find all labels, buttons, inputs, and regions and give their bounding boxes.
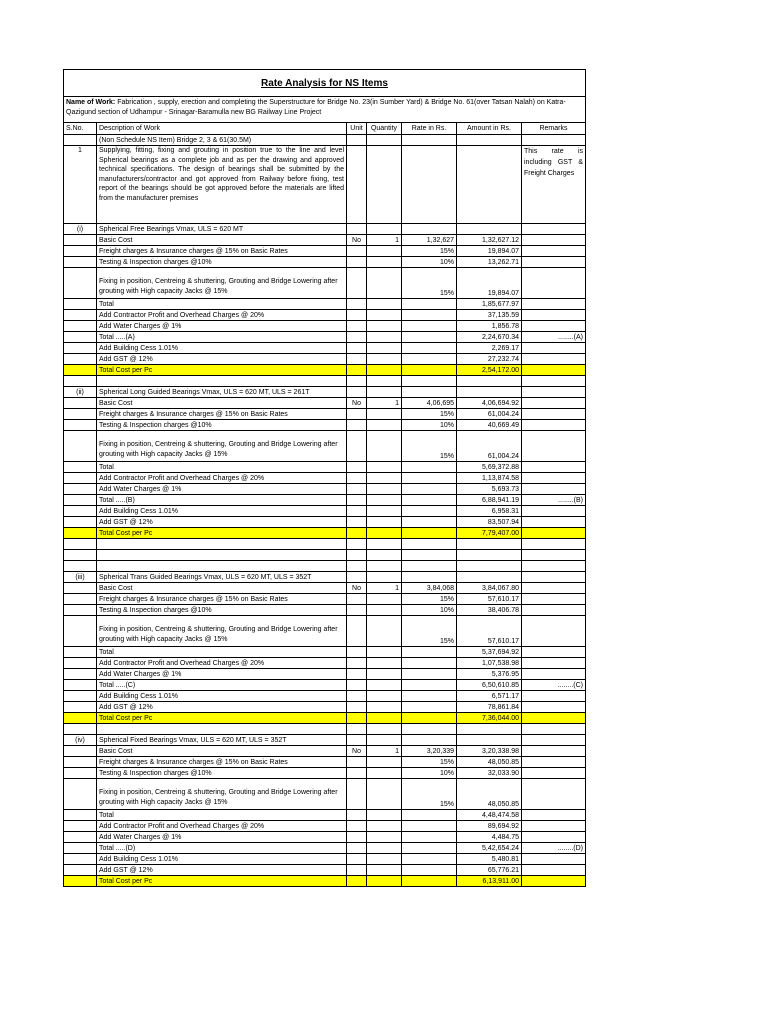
- gst-row: [64, 702, 586, 713]
- total-label: Total: [97, 810, 347, 821]
- fixing-row: [64, 779, 586, 810]
- testing-row: [64, 257, 586, 268]
- total-row: [64, 647, 586, 658]
- water-label: Add Water Charges @ 1%: [97, 832, 347, 843]
- freight-amount: 19,894.07: [457, 246, 522, 257]
- section-heading: Spherical Long Guided Bearings Vmax, ULS = 620 MT, ULS = 261T: [97, 387, 347, 398]
- profit-amount: 37,135.59: [457, 310, 522, 321]
- gst-label: Add GST @ 12%: [97, 354, 347, 365]
- water-label: Add Water Charges @ 1%: [97, 669, 347, 680]
- testing-amount: 40,669.49: [457, 420, 522, 431]
- profit-label: Add Contractor Profit and Overhead Charges @ 20%: [97, 310, 347, 321]
- testing-row: [64, 768, 586, 779]
- profit-amount: 1,07,538.98: [457, 658, 522, 669]
- gst-amount: 78,861.84: [457, 702, 522, 713]
- profit-label: Add Contractor Profit and Overhead Charges @ 20%: [97, 821, 347, 832]
- total-amount: 4,48,474.58: [457, 810, 522, 821]
- blank-row: [64, 724, 586, 735]
- total-per-pc-amount: 6,13,911.00: [457, 876, 522, 887]
- header-amount: Amount in Rs.: [457, 123, 522, 135]
- total-per-pc-amount: 7,36,044.00: [457, 713, 522, 724]
- blank-row: [64, 550, 586, 561]
- profit-row: [64, 821, 586, 832]
- section-heading: Spherical Trans Guided Bearings Vmax, ULS = 620 MT, ULS = 352T: [97, 572, 347, 583]
- fixing-amount: 19,894.07: [457, 268, 522, 299]
- cess-label: Add Building Cess 1.01%: [97, 691, 347, 702]
- item-1-description: Supplying, fitting, fixing and grouting in position true to the line and level Spherical bearings as a complete job and as per the drawing and approved technical specifications. The design of bearings shall be submitted by the manufacturers/contractor and got approved from Railway before fixing, test report of the bearings should be got approved before the materials are lifted from the manufacturer premises: [97, 146, 347, 224]
- profit-row: [64, 473, 586, 484]
- name-of-work: [64, 97, 586, 123]
- basic-cost-amount: 3,20,338.98: [457, 746, 522, 757]
- freight-amount: 57,610.17: [457, 594, 522, 605]
- subtotal-remark: ........(A): [522, 332, 586, 343]
- water-amount: 5,376.95: [457, 669, 522, 680]
- testing-label: Testing & Inspection charges @10%: [97, 420, 347, 431]
- basic-cost-row: [64, 235, 586, 246]
- subtotal-row: [64, 495, 586, 506]
- gst-label: Add GST @ 12%: [97, 702, 347, 713]
- fixing-label: Fixing in position, Centreing & shuttering, Grouting and Bridge Lowering after grouting with High capacity Jacks @ 15%: [97, 431, 347, 462]
- gst-amount: 27,232.74: [457, 354, 522, 365]
- fixing-row: [64, 616, 586, 647]
- basic-cost-label: Basic Cost: [97, 583, 347, 594]
- water-amount: 5,693.73: [457, 484, 522, 495]
- total-per-pc-label: Total Cost per Pc: [97, 713, 347, 724]
- testing-label: Testing & Inspection charges @10%: [97, 605, 347, 616]
- item-1-row: [64, 146, 586, 224]
- freight-label: Freight charges & Insurance charges @ 15% on Basic Rates: [97, 594, 347, 605]
- fixing-rate: 15%: [402, 616, 457, 647]
- cess-row: [64, 343, 586, 354]
- rate-cell: 3,20,339: [402, 746, 457, 757]
- basic-cost-amount: 1,32,627.12: [457, 235, 522, 246]
- testing-amount: 38,406.78: [457, 605, 522, 616]
- testing-rate: 10%: [402, 605, 457, 616]
- subtotal-remark: ........(C): [522, 680, 586, 691]
- section-sno: (iv): [64, 735, 97, 746]
- section-sno: (i): [64, 224, 97, 235]
- name-of-work-label: Name of Work:: [66, 99, 116, 106]
- subtotal-label: Total .....(D): [97, 843, 347, 854]
- header-rate: Rate in Rs.: [402, 123, 457, 135]
- freight-label: Freight charges & Insurance charges @ 15% on Basic Rates: [97, 246, 347, 257]
- fixing-label: Fixing in position, Centreing & shuttering, Grouting and Bridge Lowering after grouting with High capacity Jacks @ 15%: [97, 616, 347, 647]
- section-heading-row: [64, 224, 586, 235]
- testing-amount: 13,262.71: [457, 257, 522, 268]
- header-quantity: Quantity: [367, 123, 402, 135]
- blank-row: [64, 561, 586, 572]
- gst-row: [64, 517, 586, 528]
- total-label: Total: [97, 647, 347, 658]
- rate-cell: 3,84,068: [402, 583, 457, 594]
- profit-amount: 89,694.92: [457, 821, 522, 832]
- cess-row: [64, 506, 586, 517]
- fixing-rate: 15%: [402, 779, 457, 810]
- profit-row: [64, 658, 586, 669]
- ns-item-row: [64, 135, 586, 146]
- basic-cost-amount: 3,84,067.80: [457, 583, 522, 594]
- fixing-row: [64, 431, 586, 462]
- total-per-pc-row: [64, 876, 586, 887]
- total-amount: 5,69,372.88: [457, 462, 522, 473]
- basic-cost-label: Basic Cost: [97, 746, 347, 757]
- sheet-title: Rate Analysis for NS Items: [64, 70, 586, 97]
- blank-row: [64, 376, 586, 387]
- subtotal-label: Total .....(C): [97, 680, 347, 691]
- freight-row: [64, 757, 586, 768]
- water-row: [64, 669, 586, 680]
- subtotal-label: Total .....(A): [97, 332, 347, 343]
- total-label: Total: [97, 299, 347, 310]
- basic-cost-amount: 4,06,694.92: [457, 398, 522, 409]
- quantity-cell: 1: [367, 398, 402, 409]
- basic-cost-row: [64, 398, 586, 409]
- section-sno: (iii): [64, 572, 97, 583]
- testing-row: [64, 605, 586, 616]
- section-heading: Spherical Fixed Bearings Vmax, ULS = 620 MT, ULS = 352T: [97, 735, 347, 746]
- rate-cell: 1,32,627: [402, 235, 457, 246]
- freight-label: Freight charges & Insurance charges @ 15% on Basic Rates: [97, 409, 347, 420]
- subtotal-remark: ........(D): [522, 843, 586, 854]
- testing-label: Testing & Inspection charges @10%: [97, 768, 347, 779]
- gst-row: [64, 865, 586, 876]
- cess-label: Add Building Cess 1.01%: [97, 506, 347, 517]
- cess-amount: 2,269.17: [457, 343, 522, 354]
- basic-cost-row: [64, 746, 586, 757]
- quantity-cell: 1: [367, 583, 402, 594]
- testing-label: Testing & Inspection charges @10%: [97, 257, 347, 268]
- section-heading: Spherical Free Bearings Vmax, ULS = 620 MT: [97, 224, 347, 235]
- total-label: Total: [97, 462, 347, 473]
- section-heading-row: [64, 387, 586, 398]
- water-amount: 1,856.78: [457, 321, 522, 332]
- testing-rate: 10%: [402, 420, 457, 431]
- header-remarks: Remarks: [522, 123, 586, 135]
- total-row: [64, 299, 586, 310]
- basic-cost-label: Basic Cost: [97, 235, 347, 246]
- profit-label: Add Contractor Profit and Overhead Charges @ 20%: [97, 473, 347, 484]
- gst-label: Add GST @ 12%: [97, 517, 347, 528]
- fixing-amount: 61,004.24: [457, 431, 522, 462]
- name-of-work-text: Fabrication , supply, erection and completing the Superstructure for Bridge No. 23(in Sumber Yard) & Bridge No. 61(over Tatsan Nalah) on Katra-Qazigund section of Udhampur - Srinagar-Baramulla new BG Railway Line Project: [66, 99, 566, 116]
- fixing-amount: 48,050.85: [457, 779, 522, 810]
- fixing-rate: 15%: [402, 268, 457, 299]
- testing-rate: 10%: [402, 768, 457, 779]
- unit-cell: No: [347, 235, 367, 246]
- water-label: Add Water Charges @ 1%: [97, 321, 347, 332]
- fixing-label: Fixing in position, Centreing & shuttering, Grouting and Bridge Lowering after grouting with High capacity Jacks @ 15%: [97, 268, 347, 299]
- total-per-pc-label: Total Cost per Pc: [97, 365, 347, 376]
- total-per-pc-amount: 7,79,407.00: [457, 528, 522, 539]
- water-row: [64, 832, 586, 843]
- profit-amount: 1,13,874.58: [457, 473, 522, 484]
- header-row: [64, 123, 586, 135]
- freight-row: [64, 246, 586, 257]
- subtotal-amount: 5,42,654.24: [457, 843, 522, 854]
- section-heading-row: [64, 735, 586, 746]
- freight-row: [64, 594, 586, 605]
- quantity-cell: 1: [367, 235, 402, 246]
- subtotal-label: Total .....(B): [97, 495, 347, 506]
- unit-cell: No: [347, 398, 367, 409]
- freight-rate: 15%: [402, 594, 457, 605]
- water-row: [64, 321, 586, 332]
- total-per-pc-label: Total Cost per Pc: [97, 528, 347, 539]
- rate-analysis-table: [63, 69, 586, 887]
- fixing-amount: 57,610.17: [457, 616, 522, 647]
- profit-label: Add Contractor Profit and Overhead Charges @ 20%: [97, 658, 347, 669]
- testing-rate: 10%: [402, 257, 457, 268]
- fixing-label: Fixing in position, Centreing & shuttering, Grouting and Bridge Lowering after grouting with High capacity Jacks @ 15%: [97, 779, 347, 810]
- blank-row: [64, 539, 586, 550]
- fixing-rate: 15%: [402, 431, 457, 462]
- gst-amount: 83,507.94: [457, 517, 522, 528]
- freight-rate: 15%: [402, 409, 457, 420]
- subtotal-row: [64, 332, 586, 343]
- ns-item-note: (Non Schedule NS Item) Bridge 2, 3 & 61(30.5M): [97, 135, 347, 146]
- freight-amount: 48,050.85: [457, 757, 522, 768]
- water-amount: 4,484.75: [457, 832, 522, 843]
- subtotal-amount: 6,50,610.85: [457, 680, 522, 691]
- cess-amount: 6,958.31: [457, 506, 522, 517]
- freight-row: [64, 409, 586, 420]
- cess-amount: 5,480.81: [457, 854, 522, 865]
- total-per-pc-label: Total Cost per Pc: [97, 876, 347, 887]
- subtotal-row: [64, 843, 586, 854]
- subtotal-amount: 6,88,941.19: [457, 495, 522, 506]
- header-sno: S.No.: [64, 123, 97, 135]
- water-label: Add Water Charges @ 1%: [97, 484, 347, 495]
- cess-amount: 6,571.17: [457, 691, 522, 702]
- gst-label: Add GST @ 12%: [97, 865, 347, 876]
- section-heading-row: [64, 572, 586, 583]
- total-amount: 1,85,677.97: [457, 299, 522, 310]
- total-per-pc-amount: 2,54,172.00: [457, 365, 522, 376]
- unit-cell: No: [347, 583, 367, 594]
- total-per-pc-row: [64, 528, 586, 539]
- item-1-remark: This rate is including GST & Freight Charges: [522, 146, 586, 224]
- total-amount: 5,37,694.92: [457, 647, 522, 658]
- header-unit: Unit: [347, 123, 367, 135]
- unit-cell: No: [347, 746, 367, 757]
- freight-rate: 15%: [402, 757, 457, 768]
- cess-label: Add Building Cess 1.01%: [97, 854, 347, 865]
- freight-amount: 61,004.24: [457, 409, 522, 420]
- cess-row: [64, 691, 586, 702]
- basic-cost-label: Basic Cost: [97, 398, 347, 409]
- rate-cell: 4,06,695: [402, 398, 457, 409]
- item-1-sno: 1: [64, 146, 97, 224]
- water-row: [64, 484, 586, 495]
- header-description: Description of Work: [97, 123, 347, 135]
- profit-row: [64, 310, 586, 321]
- cess-row: [64, 854, 586, 865]
- freight-rate: 15%: [402, 246, 457, 257]
- subtotal-amount: 2,24,670.34: [457, 332, 522, 343]
- testing-amount: 32,033.90: [457, 768, 522, 779]
- quantity-cell: 1: [367, 746, 402, 757]
- subtotal-row: [64, 680, 586, 691]
- fixing-row: [64, 268, 586, 299]
- freight-label: Freight charges & Insurance charges @ 15% on Basic Rates: [97, 757, 347, 768]
- gst-row: [64, 354, 586, 365]
- testing-row: [64, 420, 586, 431]
- basic-cost-row: [64, 583, 586, 594]
- section-sno: (ii): [64, 387, 97, 398]
- total-row: [64, 810, 586, 821]
- total-per-pc-row: [64, 713, 586, 724]
- gst-amount: 65,776.21: [457, 865, 522, 876]
- subtotal-remark: ........(B): [522, 495, 586, 506]
- total-row: [64, 462, 586, 473]
- cess-label: Add Building Cess 1.01%: [97, 343, 347, 354]
- total-per-pc-row: [64, 365, 586, 376]
